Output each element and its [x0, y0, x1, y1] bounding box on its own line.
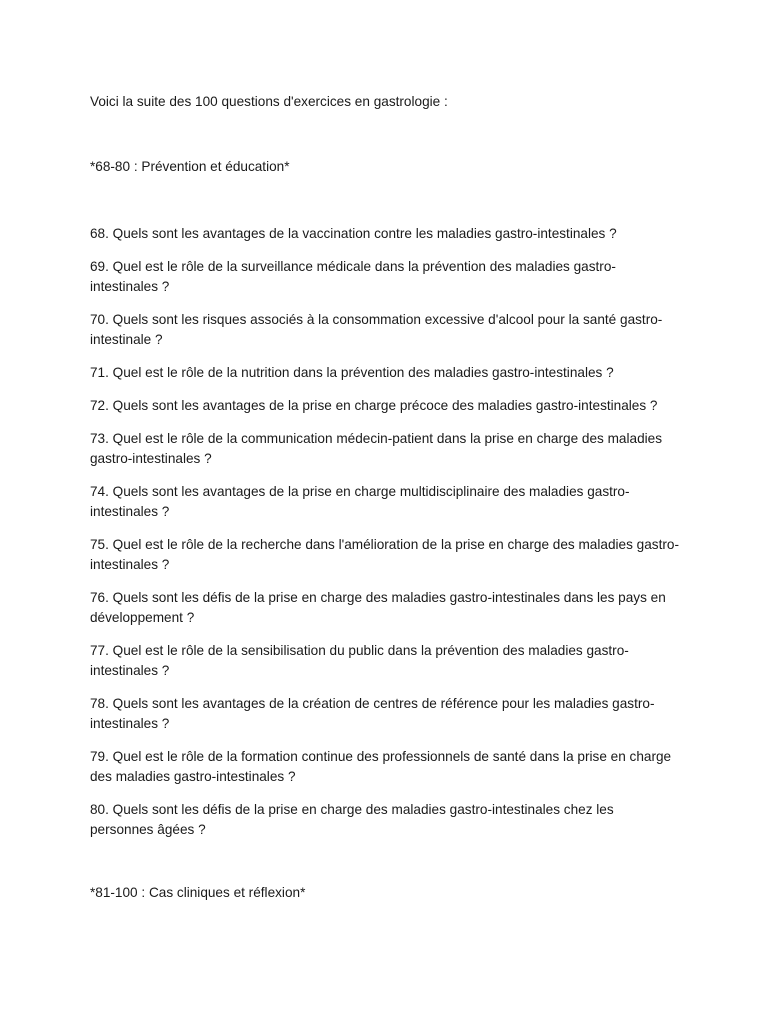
question-item: 72. Quels sont les avantages de la prise en charge précoce des maladies gastro-intestinales ?: [90, 398, 658, 413]
question-item: 79. Quel est le rôle de la formation continue des professionnels de santé dans la prise en charge des maladies gastro-intestinales ?: [90, 749, 672, 784]
question-item: 70. Quels sont les risques associés à la consommation excessive d'alcool pour la santé gastro-intestinale ?: [90, 312, 663, 347]
intro-text: Voici la suite des 100 questions d'exercices en gastrologie :: [90, 94, 448, 109]
question-item: 73. Quel est le rôle de la communication médecin-patient dans la prise en charge des maladies gastro-intestinales ?: [90, 431, 663, 466]
question-item: 74. Quels sont les avantages de la prise en charge multidisciplinaire des maladies gastro-intestinales ?: [90, 484, 630, 519]
question-item: 69. Quel est le rôle de la surveillance médicale dans la prévention des maladies gastro-intestinales ?: [90, 259, 616, 294]
question-list: [90, 224, 680, 853]
question-item: 77. Quel est le rôle de la sensibilisation du public dans la prévention des maladies gastro-intestinales ?: [90, 643, 629, 678]
question-item: 80. Quels sont les défis de la prise en charge des maladies gastro-intestinales chez les personnes âgées ?: [90, 802, 614, 837]
question-item: 71. Quel est le rôle de la nutrition dans la prévention des maladies gastro-intestinales ?: [90, 365, 614, 380]
question-item: 76. Quels sont les défis de la prise en charge des maladies gastro-intestinales dans les pays en développement ?: [90, 590, 666, 625]
question-item: 68. Quels sont les avantages de la vaccination contre les maladies gastro-intestinales ?: [90, 226, 617, 241]
section-heading-prevention: *68-80 : Prévention et éducation*: [90, 159, 290, 174]
question-item: 78. Quels sont les avantages de la création de centres de référence pour les maladies gastro-intestinales ?: [90, 696, 655, 731]
question-item: 75. Quel est le rôle de la recherche dans l'amélioration de la prise en charge des maladies gastro-intestinales ?: [90, 537, 679, 572]
section-heading-clinical-cases: *81-100 : Cas cliniques et réflexion*: [90, 885, 306, 900]
